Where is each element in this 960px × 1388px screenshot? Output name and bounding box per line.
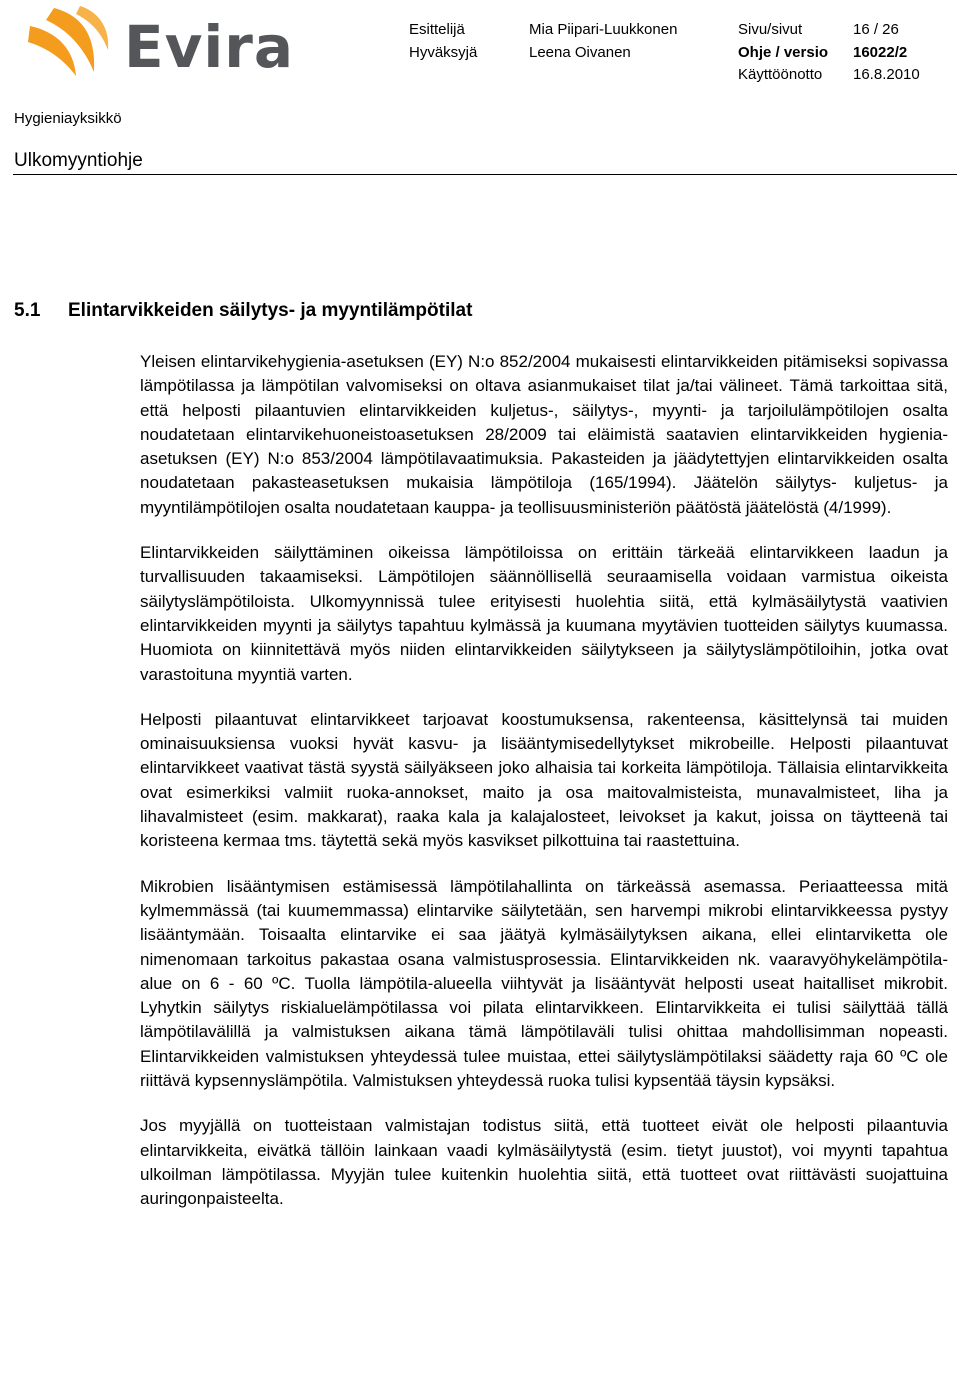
page-number: 16 / 26 xyxy=(853,21,899,38)
paragraph: Helposti pilaantuvat elintarvikkeet tarjoavat koostumuksensa, rakenteensa, käsittelynsä tai muiden ominaisuuksiensa vuoksi hyvät kasvu- ja lisääntymisedellytykset mikrobeille. Helposti pilaantuvat elintarvikkeet vaativat tästä syystä säilyäkseen joko alhaisia tai korkeita lämpötiloja. Tällaisia elintarvikkeita ovat esimerkiksi valmiit ruoka-annokset, maito ja osa maitovalmisteista, munavalmisteet, liha ja lihavalmisteet (esim. makkarat), raaka kala ja kalajalosteet, leivokset ja kakut, joissa on täytteenä tai koristeena kermaa tms. täytettä sekä myös kasvikset pilkottuina tai raastettuina. xyxy=(140,709,948,851)
header-divider xyxy=(13,174,957,175)
section-number: 5.1 xyxy=(14,300,41,321)
section-heading xyxy=(14,298,472,324)
guide-version-value: 16022/2 xyxy=(853,44,908,61)
paragraph: Jos myyjällä on tuotteistaan valmistajan todistus siitä, että tuotteet eivät ole helposti pilaantuvia elintarvikkeita, eivätkä tällöin lainkaan vaadi kylmäsäilytystä (esim. tietyt juustot), voi myynti tapahtua ulkoilman lämpötilassa. Myyjän tulee kuitenkin huolehtia siitä, että tuotteet ovat riittävästi suojattuina auringonpaisteelta. xyxy=(140,1116,948,1209)
page-label: Sivu/sivut xyxy=(738,21,803,38)
guide-version-label: Ohje / versio xyxy=(738,44,829,61)
document-title: Ulkomyyntiohje xyxy=(14,150,143,171)
section-body xyxy=(140,350,948,1233)
paragraph: Yleisen elintarvikehygienia-asetuksen (EY) N:o 852/2004 mukaisesti elintarvikkeiden pitämiseksi sopivassa lämpötilassa ja lämpötilan valvomiseksi on oltava asianmukaiset tilat ja/tai välineet. Tämä tarkoittaa sitä, että helposti pilaantuvien elintarvikkeiden kuljetus-, säilytys-, myynti- ja tarjoilulämpötilojen osalta noudatetaan elintarvikehuoneistoasetuksen 28/2009 tai eläimistä saatavien elintarvikkeiden hygienia-asetuksen (EY) N:o 853/2004 lämpötilavaatimuksia. Pakasteiden ja jäädytettyjen elintarvikkeiden osalta noudatetaan pakasteasetuksen mukaisia lämpötiloja (165/1994). Jäätelön säilytys- kuljetus- ja myyntilämpötilojen osalta noudatetaan kauppa- ja teollisuusministeriön päätöstä jäätelöstä (4/1999). xyxy=(140,352,948,517)
presenter-name: Mia Piipari-Luukkonen xyxy=(529,21,678,38)
paragraph: Mikrobien lisääntymisen estämisessä lämpötilahallinta on tärkeässä asemassa. Periaatteessa mitä kylmemmässä (tai kuumemmassa) elintarvike säilytetään, sen harvempi mikrobi elintarvikkeessa pystyy lisääntymään. Toisaalta elintarvike ei saa jäätyä kylmäsäilytyksen aikana, ellei elintarviketta ole nimenomaan tarkoitus pakastaa osana valmistusprosessia. Elintarvikkeiden nk. vaaravyöhykelämpötila-alue on 6 - 60 ºC. Tuolla lämpötila-alueella viihtyvät ja lisääntyvät helposti useat haitalliset mikrobit. Lyhytkin säilytys riskialuelämpötilassa voi pilata elintarvikkeen. Elintarvikkeita ei tulisi säilyttää tällä lämpötilavälillä ja valmistuksen aikana tämä lämpötilaväli tulisi ohittaa mahdollisimman nopeasti. Elintarvikkeiden valmistuksen yhteydessä tulee muistaa, ettei säilytyslämpötilaksi säädetty raja 60 ºC ole riittävä kypsennyslämpötila. Valmistuksen yhteydessä ruoka tulisi kypsentää täysin kypsäksi. xyxy=(140,876,948,1091)
unit-name: Hygieniayksikkö xyxy=(14,110,122,127)
approver-label: Hyväksyjä xyxy=(409,44,478,61)
paragraph: Elintarvikkeiden säilyttäminen oikeissa lämpötiloissa on erittäin tärkeää elintarvikkeen laadun ja turvallisuuden takaamiseksi. Lämpötilojen säännöllisellä seuraamisella voidaan varmistua oikeista säilytyslämpötiloista. Ulkomyynnissä tulee erityisesti huolehtia siitä, että kylmäsäilytystä vaativien elintarvikkeiden myynti ja säilytys tapahtuu kylmässä ja kuumana myytävien tuotteiden säilytys kuumassa. Huomiota on kiinnitettävä myös niiden elintarvikkeiden säilytykseen ja säilytyslämpötiloihin, jotka ovat varastoituna myyntiä varten. xyxy=(140,543,948,684)
approver-name: Leena Oivanen xyxy=(529,44,631,61)
document-header xyxy=(0,0,960,100)
adoption-label: Käyttöönotto xyxy=(738,66,823,83)
presenter-label: Esittelijä xyxy=(409,21,465,38)
section-title: Elintarvikkeiden säilytys- ja myyntilämpötilat xyxy=(68,300,473,321)
evira-logo-text: Evira xyxy=(124,13,295,81)
adoption-date: 16.8.2010 xyxy=(853,66,920,83)
